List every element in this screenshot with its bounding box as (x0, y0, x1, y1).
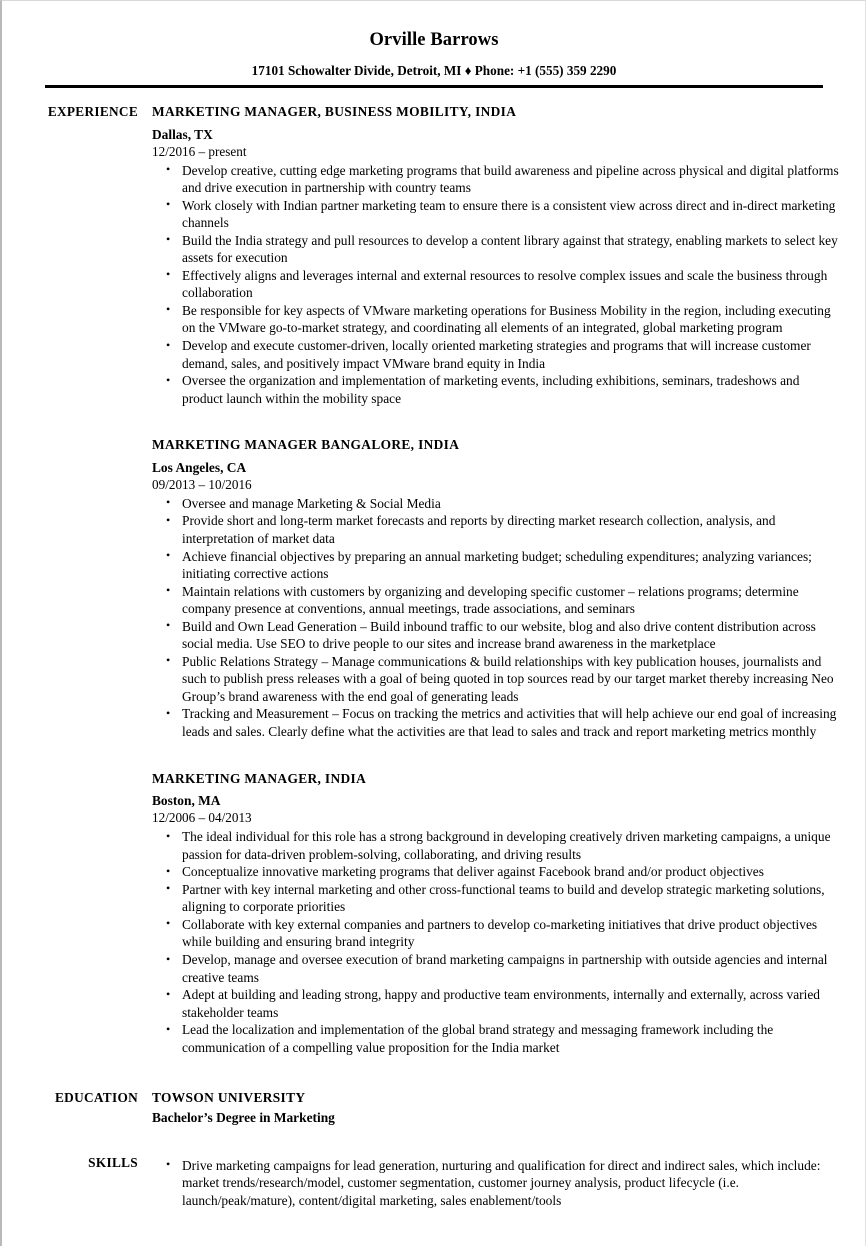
job-bullet: • Conceptualize innovative marketing programs that deliver against Facebook brand and/or product objectives (152, 863, 842, 881)
job-location: Boston, MA (152, 793, 221, 809)
job-bullet-list (152, 495, 842, 741)
skills-bullet: • Drive marketing campaigns for lead generation, nurturing and qualification for direct and indirect sales, which include: market trends/research/model, customer segmentation, customer journey analysis, product lifecycle (i.e. launch/peak/mature), content/digital marketing, sales enablement/tools (152, 1157, 842, 1210)
job-location: Los Angeles, CA (152, 459, 247, 475)
education-body (152, 1090, 866, 1127)
job-bullet: • Adept at building and leading strong, happy and productive team environments, internally and externally, across varied stakeholder teams (152, 986, 842, 1021)
section-label-column (2, 1155, 152, 1171)
job-bullet: • Oversee the organization and implementation of marketing events, including exhibitions, seminars, tradeshows and product launch within the mobility space (152, 372, 842, 407)
job-bullet: • Tracking and Measurement – Focus on tracking the metrics and activities that will help achieve our end goal of increasing leads and sales. Clearly define what the activities are that lead to sales and track and report marketing metrics monthly (152, 705, 842, 740)
section-experience (2, 104, 866, 1056)
job-title: MARKETING MANAGER BANGALORE, INDIA (152, 437, 460, 453)
job-bullet: • Work closely with Indian partner marketing team to ensure there is a consistent view across direct and in-direct marketing channels (152, 197, 842, 232)
resume-header (2, 30, 866, 88)
job-bullet: • Partner with key internal marketing and other cross-functional teams to build and develop strategic marketing solutions, aligning to corporate priorities (152, 881, 842, 916)
job-bullet: • The ideal individual for this role has a strong background in developing creatively driven marketing campaigns, a unique passion for data-driven problem-solving, collaborating, and driving results (152, 828, 842, 863)
skills-body (152, 1155, 866, 1210)
job-bullet: • Develop and execute customer-driven, locally oriented marketing strategies and programs that will increase customer demand, sales, and positively impact VMware brand equity in India (152, 337, 842, 372)
job-dates: 12/2006 – 04/2013 (152, 810, 252, 826)
job-title: MARKETING MANAGER, INDIA (152, 770, 367, 786)
section-education (2, 1090, 866, 1127)
job-bullet: • Be responsible for key aspects of VMware marketing operations for Business Mobility in the region, including executing on the VMware go-to-market strategy, and coordinating all elements of an integrated, global marketing program (152, 302, 842, 337)
section-skills (2, 1155, 866, 1210)
header-divider (45, 85, 823, 88)
job-bullet: • Effectively aligns and leverages internal and external resources to resolve complex issues and scale the business through collaboration (152, 267, 842, 302)
job-bullet-list (152, 162, 842, 408)
job-bullet: • Maintain relations with customers by organizing and developing specific customer – relations programs; determine company presence at conventions, annual meetings, trade associations, and seminars (152, 583, 842, 618)
applicant-name: Orville Barrows (369, 30, 499, 50)
job-bullet: • Oversee and manage Marketing & Social Media (152, 495, 842, 513)
section-label-column (2, 104, 152, 120)
job-bullet: • Lead the localization and implementation of the global brand strategy and messaging framework including the communication of a compelling value proposition for the India market (152, 1021, 842, 1056)
section-label-column (2, 1090, 152, 1106)
experience-job (152, 437, 842, 740)
job-bullet: • Build the India strategy and pull resources to develop a content library against that strategy, enabling markets to select key assets for execution (152, 232, 842, 267)
job-dates: 12/2016 – present (152, 143, 247, 159)
job-bullet: • Collaborate with key external companies and partners to develop co-marketing initiatives that drive product objectives while building and ensuring brand integrity (152, 916, 842, 951)
job-title: MARKETING MANAGER, BUSINESS MOBILITY, INDIA (152, 103, 517, 119)
job-bullet: • Develop creative, cutting edge marketing programs that build awareness and pipeline across physical and digital platforms and drive execution in partnership with country teams (152, 162, 842, 197)
contact-line: 17101 Schowalter Divide, Detroit, MI ♦ Phone: +1 (555) 359 2290 (251, 63, 617, 79)
job-bullet: • Achieve financial objectives by preparing an annual marketing budget; scheduling expenditures; analyzing variances; initiating corrective actions (152, 548, 842, 583)
experience-body (152, 104, 866, 1056)
education-degree: Bachelor’s Degree in Marketing (152, 1110, 335, 1126)
experience-job (152, 771, 842, 1057)
job-bullet: • Provide short and long-term market forecasts and reports by directing market research collection, analysis, and interpretation of market data (152, 512, 842, 547)
section-label-experience: EXPERIENCE (47, 103, 138, 119)
education-school: TOWSON UNIVERSITY (152, 1090, 306, 1106)
job-bullet-list (152, 828, 842, 1056)
resume-sheet (2, 1, 866, 1209)
job-dates: 09/2013 – 10/2016 (152, 477, 252, 493)
job-bullet: • Public Relations Strategy – Manage communications & build relationships with key publication houses, journalists and such to publish press releases with a goal of being quoted in top sources read by our target market thereby increasing Neo Group’s brand awareness with the end goal of generating leads (152, 653, 842, 706)
skills-bullet-list (152, 1157, 842, 1210)
section-label-education: EDUCATION (55, 1090, 138, 1106)
experience-job (152, 104, 842, 407)
job-location: Dallas, TX (152, 126, 213, 142)
job-bullet: • Develop, manage and oversee execution of brand marketing campaigns in partnership with outside agencies and internal creative teams (152, 951, 842, 986)
job-bullet: • Build and Own Lead Generation – Build inbound traffic to our website, blog and also drive content distribution across social media. Use SEO to drive people to our sites and increase brand awareness in the marketplace (152, 618, 842, 653)
section-label-skills: SKILLS (88, 1154, 138, 1170)
